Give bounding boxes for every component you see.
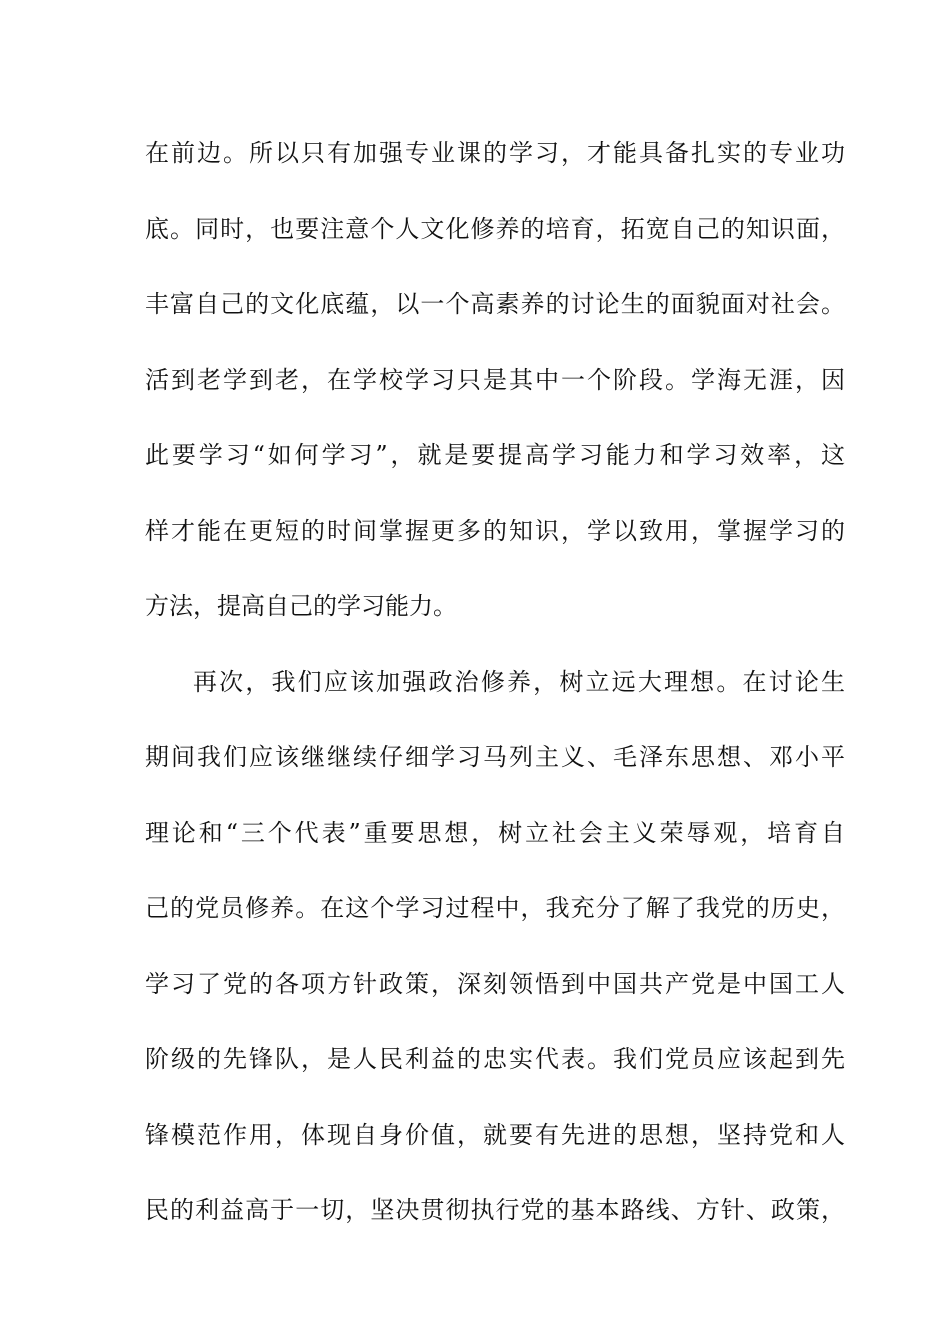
text-line: 样才能在更短的时间掌握更多的知识，学以致用，掌握学习的 — [145, 516, 845, 545]
text-line-paragraph-start: 再次，我们应该加强政治修养，树立远大理想。在讨论生 — [193, 667, 845, 696]
text-line: 阶级的先锋队，是人民利益的忠实代表。我们党员应该起到先 — [145, 1045, 845, 1073]
text-line: 在前边。所以只有加强专业课的学习，才能具备扎实的专业功 — [145, 139, 845, 167]
text-line: 底。同时，也要注意个人文化修养的培育，拓宽自己的知识面， — [145, 214, 845, 243]
body-text — [145, 133, 845, 1266]
text-line-paragraph-end: 方法，提高自己的学习能力。 — [145, 592, 457, 620]
text-line: 学习了党的各项方针政策，深刻领悟到中国共产党是中国工人 — [145, 969, 845, 998]
text-line: 丰富自己的文化底蕴，以一个高素养的讨论生的面貌面对社会。 — [145, 290, 845, 318]
text-line: 活到老学到老，在学校学习只是其中一个阶段。学海无涯，因 — [145, 365, 845, 394]
text-line: 期间我们应该继继续仔细学习马列主义、毛泽东思想、邓小平 — [145, 743, 845, 771]
text-line: 己的党员修养。在这个学习过程中，我充分了解了我党的历史， — [145, 894, 845, 922]
text-line: 民的利益高于一切，坚决贯彻执行党的基本路线、方针、政策， — [145, 1196, 845, 1224]
text-line: 理论和“三个代表”重要思想，树立社会主义荣辱观，培育自 — [145, 818, 845, 847]
text-line: 锋模范作用，体现自身价值，就要有先进的思想，坚持党和人 — [145, 1120, 845, 1149]
text-line: 此要学习“如何学习”，就是要提高学习能力和学习效率，这 — [145, 441, 845, 469]
